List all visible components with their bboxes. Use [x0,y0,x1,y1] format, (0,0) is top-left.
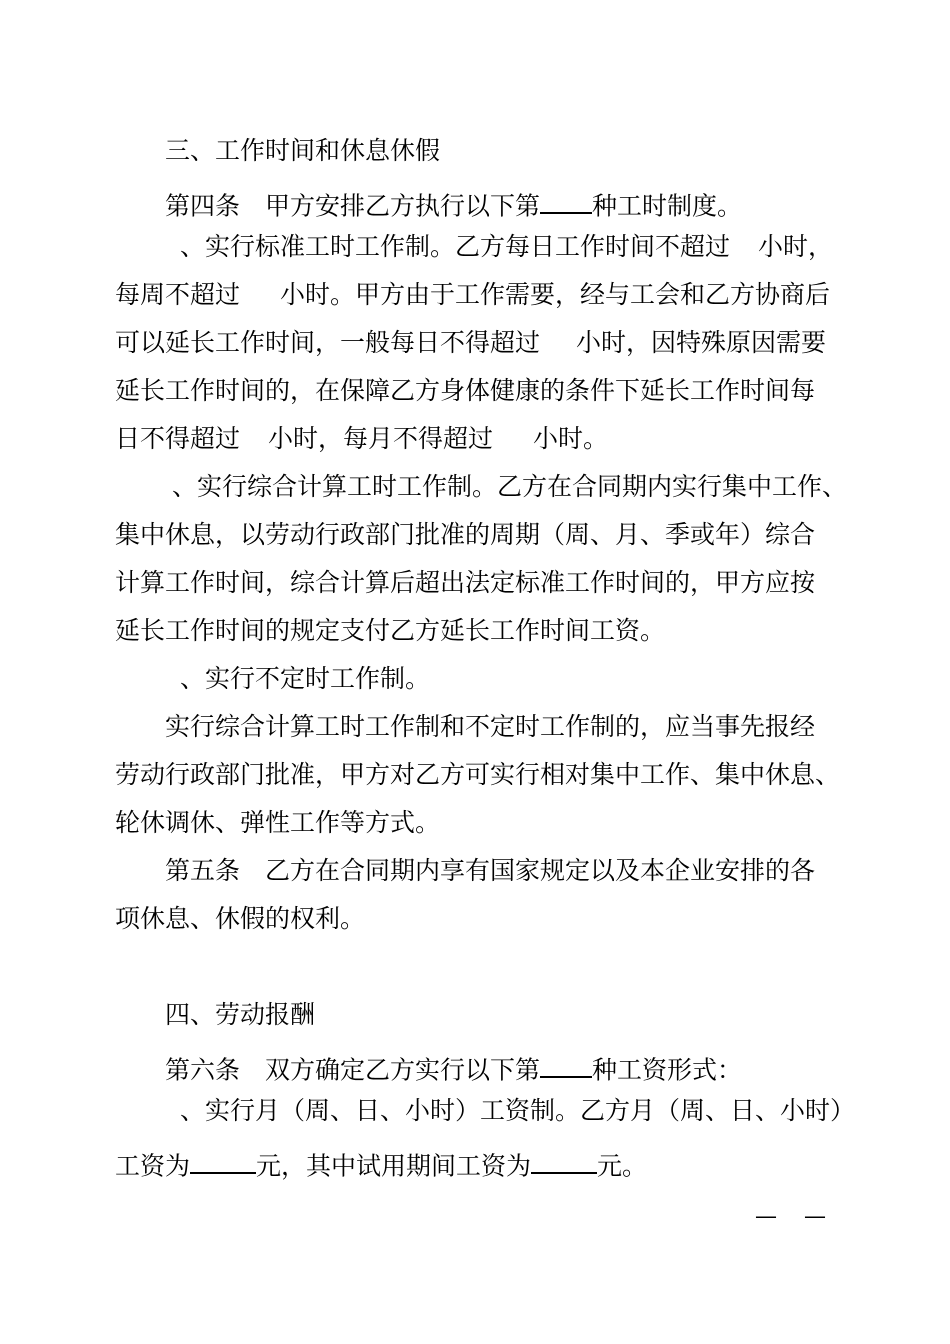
article6-item1-line1: 、实行月（周、日、小时）工资制。乙方月（周、日、小时） [180,1096,856,1125]
item2-line4: 延长工作时间的规定支付乙方延长工作时间工资。 [115,616,666,645]
article-4-text-a: 第四条 甲方安排乙方执行以下第 [165,191,541,221]
probation-wage-blank[interactable] [531,1146,597,1174]
item1-text-a: 、实行标准工时工作制。乙方每日工作时间不超过 [180,232,731,261]
article-5-line2: 项休息、休假的权利。 [115,904,366,933]
wage-text-a: 工资为 [115,1151,191,1181]
article-6-text-a: 第六条 双方确定乙方实行以下第 [165,1055,541,1085]
item1-text-d: 小时。甲方由于工作需要，经与工会和乙方协商后 [280,280,831,309]
item1-line3 [115,330,826,355]
item2-line1: 、实行综合计算工时工作制。乙方在合同期内实行集中工作、 [172,472,848,501]
item1-text-f: 小时，因特殊原因需要 [576,328,827,357]
item1-line4: 延长工作时间的，在保障乙方身体健康的条件下延长工作时间每 [115,376,816,405]
item2-line3: 计算工作时间，综合计算后超出法定标准工作时间的，甲方应按 [115,568,816,597]
item1-line5 [115,426,608,451]
article-4-line [165,186,743,221]
item1-text-c: 每周不超过 [115,280,241,309]
article-4-blank[interactable] [540,186,592,214]
page-footer-dashes: — — [755,1204,836,1229]
item3-line: 、实行不定时工作制。 [180,664,431,693]
article-6-line [165,1050,743,1085]
item1-line1 [180,234,833,259]
wage-text-b: 元，其中试用期间工资为 [256,1151,532,1181]
item1-text-g: 日不得超过 [115,424,241,453]
article-6-blank[interactable] [540,1050,592,1078]
note-line3: 轮休调休、弹性工作等方式。 [115,808,441,837]
item1-text-h: 小时，每月不得超过 [268,424,494,453]
article-4-text-b: 种工时制度。 [592,191,743,221]
item1-line2 [115,282,830,307]
article-5-line1: 第五条 乙方在合同期内享有国家规定以及本企业安排的各 [165,856,816,885]
section-heading-3: 三、工作时间和休息休假 [165,136,441,165]
note-line2: 劳动行政部门批准，甲方对乙方可实行相对集中工作、集中休息、 [115,760,841,789]
article6-item1-line2 [115,1146,648,1181]
section-heading-4: 四、劳动报酬 [165,1000,316,1029]
wage-text-c: 元。 [597,1151,648,1181]
item1-text-i: 小时。 [533,424,609,453]
item1-text-b: 小时， [758,232,834,261]
item1-text-e: 可以延长工作时间，一般每日不得超过 [115,328,541,357]
article-6-text-b: 种工资形式： [592,1055,743,1085]
note-line1: 实行综合计算工时工作制和不定时工作制的，应当事先报经 [165,712,816,741]
wage-blank[interactable] [190,1146,256,1174]
item2-line2: 集中休息，以劳动行政部门批准的周期（周、月、季或年）综合 [115,520,816,549]
